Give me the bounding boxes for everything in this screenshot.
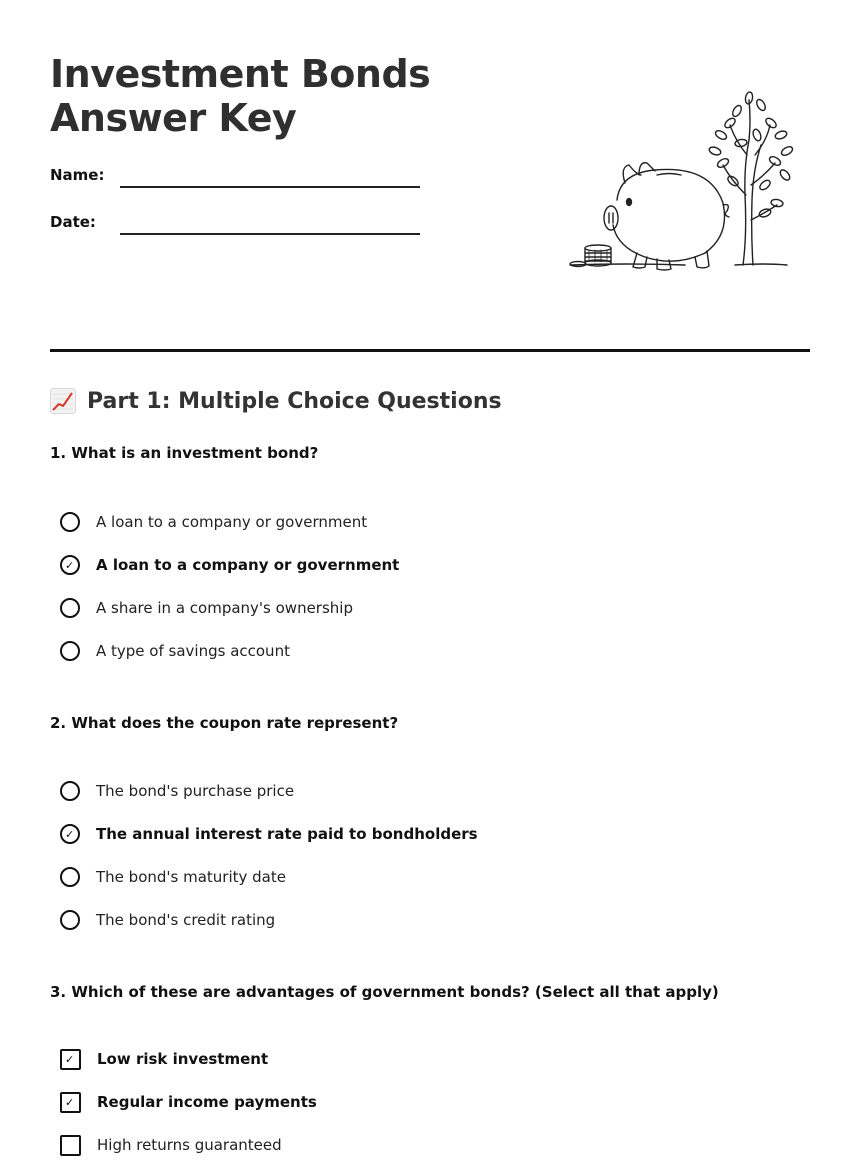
q2-option-1[interactable]: [60, 778, 294, 804]
check-icon: ✓: [65, 559, 75, 572]
option-label: A loan to a company or government: [96, 556, 400, 574]
q3-option-2[interactable]: [60, 1089, 317, 1115]
q2-option-3[interactable]: [60, 864, 286, 890]
question-1: 1. What is an investment bond?: [50, 444, 319, 462]
checkbox[interactable]: [60, 1092, 81, 1113]
chart-increasing-icon: [50, 388, 76, 414]
radio-button[interactable]: [60, 555, 80, 575]
option-label: The bond's purchase price: [96, 782, 295, 800]
q1-option-1[interactable]: [60, 509, 367, 535]
radio-button[interactable]: [60, 867, 80, 887]
check-icon: ✓: [65, 1095, 75, 1109]
check-icon: ✓: [65, 1052, 75, 1066]
piggy-bank-money-tree-icon: [565, 85, 795, 275]
name-input-line[interactable]: [120, 186, 420, 188]
question-3: 3. Which of these are advantages of government bonds? (Select all that apply): [50, 983, 719, 1001]
q2-option-2[interactable]: [60, 821, 478, 847]
option-label: The bond's credit rating: [96, 911, 276, 929]
option-label: A type of savings account: [96, 642, 290, 660]
page-title: [50, 52, 430, 140]
option-label: The bond's maturity date: [96, 868, 286, 886]
radio-button[interactable]: [60, 512, 80, 532]
option-label: The annual interest rate paid to bondholders: [96, 825, 478, 843]
header-divider: [50, 349, 810, 352]
name-label: Name:: [50, 166, 105, 184]
title-line-2: Answer Key: [50, 96, 297, 140]
date-field[interactable]: [50, 213, 430, 237]
q1-option-3[interactable]: [60, 595, 353, 621]
checkbox[interactable]: [60, 1135, 81, 1156]
option-label: Low risk investment: [97, 1050, 269, 1068]
option-label: A loan to a company or government: [96, 513, 368, 531]
answer-key-page: [50, 0, 810, 1161]
check-icon: ✓: [65, 828, 75, 841]
radio-button[interactable]: [60, 910, 80, 930]
date-input-line[interactable]: [120, 233, 420, 235]
question-2: 2. What does the coupon rate represent?: [50, 714, 399, 732]
q1-option-4[interactable]: [60, 638, 290, 664]
radio-button[interactable]: [60, 781, 80, 801]
section-title: [50, 388, 502, 414]
q2-option-4[interactable]: [60, 907, 275, 933]
radio-button[interactable]: [60, 641, 80, 661]
section-title-text: Part 1: Multiple Choice Questions: [87, 388, 502, 414]
q1-option-2[interactable]: [60, 552, 399, 578]
option-label: High returns guaranteed: [97, 1136, 282, 1154]
q3-option-1[interactable]: [60, 1046, 268, 1072]
checkbox[interactable]: [60, 1049, 81, 1070]
name-field[interactable]: [50, 166, 430, 190]
option-label: Regular income payments: [97, 1093, 317, 1111]
date-label: Date:: [50, 213, 96, 231]
q3-option-3[interactable]: [60, 1132, 282, 1158]
option-label: A share in a company's ownership: [96, 599, 353, 617]
radio-button[interactable]: [60, 824, 80, 844]
title-line-1: Investment Bonds: [50, 52, 431, 96]
radio-button[interactable]: [60, 598, 80, 618]
